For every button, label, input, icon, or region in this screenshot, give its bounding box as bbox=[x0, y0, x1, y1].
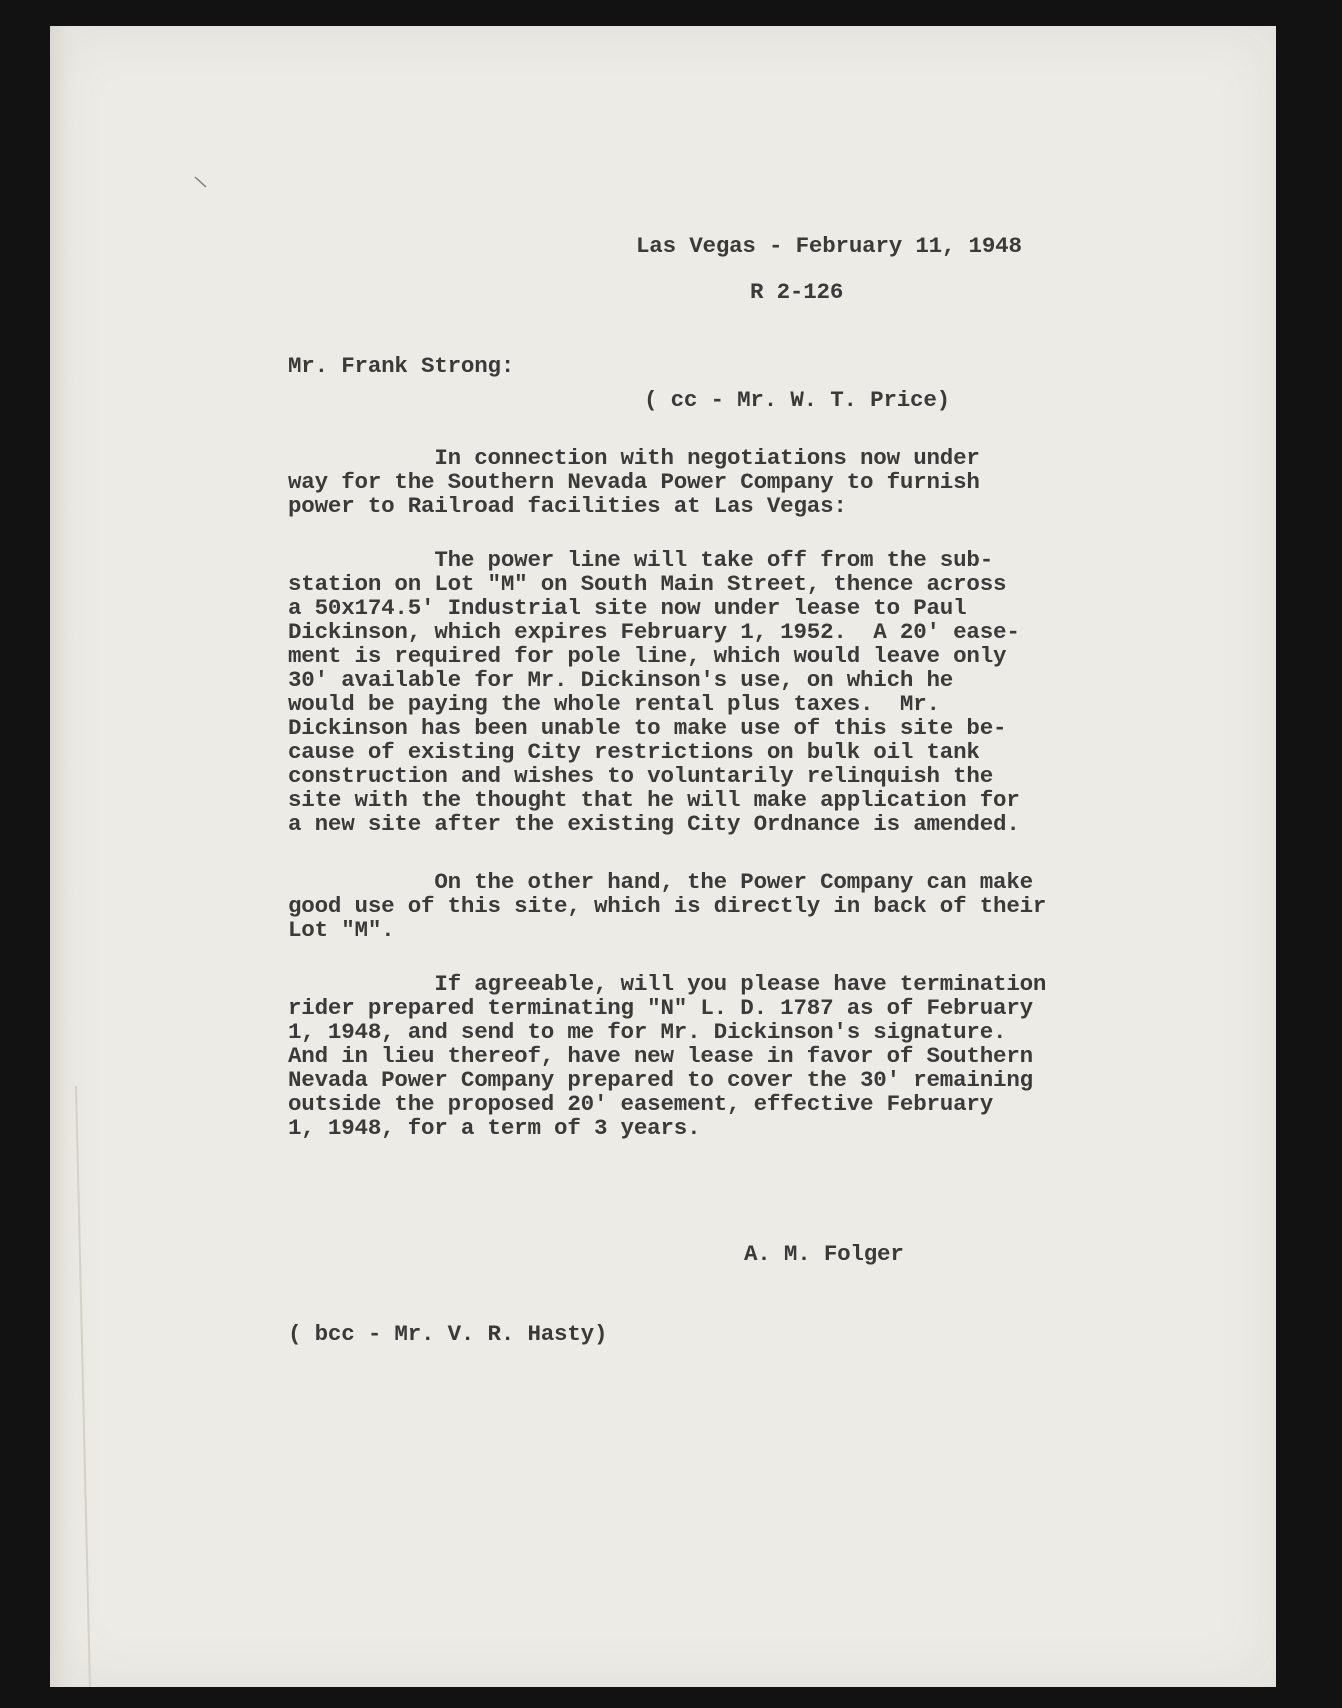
paragraph-2: The power line will take off from the sub- station on Lot "M" on South Main Street, thence across a 50x174.5' Industrial site now under lease to Paul Dickinson, which expires February 1, 1952. A 20' ease- ment is required for pole line, which would leave only 30' available for Mr. Dickinson's use, on which he would be paying the whole rental plus taxes. Mr. Dickinson has been unable to make use of this site be- cause of existing City restrictions on bulk oil tank construction and wishes to voluntarily relinquish the site with the thought that he will make application for a new site after the existing City Ordnance is amended. bbox=[288, 547, 1020, 837]
paragraph-1: In connection with negotiations now under way for the Southern Nevada Power Company to furnish power to Railroad facilities at Las Vegas: bbox=[288, 445, 980, 519]
page-edge-shading bbox=[50, 26, 1276, 1687]
pencil-mark-icon bbox=[194, 176, 208, 188]
letter-dateline: Las Vegas - February 11, 1948 bbox=[636, 233, 1022, 259]
letter-page bbox=[50, 26, 1276, 1687]
signature-line: A. M. Folger bbox=[744, 1241, 904, 1267]
reference-number: R 2-126 bbox=[750, 279, 844, 305]
addressee: Mr. Frank Strong: bbox=[288, 353, 515, 379]
paragraph-4: If agreeable, will you please have termination rider prepared terminating "N" L. D. 1787 as of February 1, 1948, and send to me for Mr. Dickinson's signature. And in lieu thereof, have new lease in favor of Southern Nevada Power Company prepared to cover the 30' remaining outside the proposed 20' easement, effective February 1, 1948, for a term of 3 years. bbox=[288, 971, 1047, 1141]
bcc-line: ( bcc - Mr. V. R. Hasty) bbox=[288, 1321, 608, 1347]
paragraph-3: On the other hand, the Power Company can make good use of this site, which is directly in back of their Lot "M". bbox=[288, 869, 1047, 943]
cc-line: ( cc - Mr. W. T. Price) bbox=[644, 387, 950, 413]
